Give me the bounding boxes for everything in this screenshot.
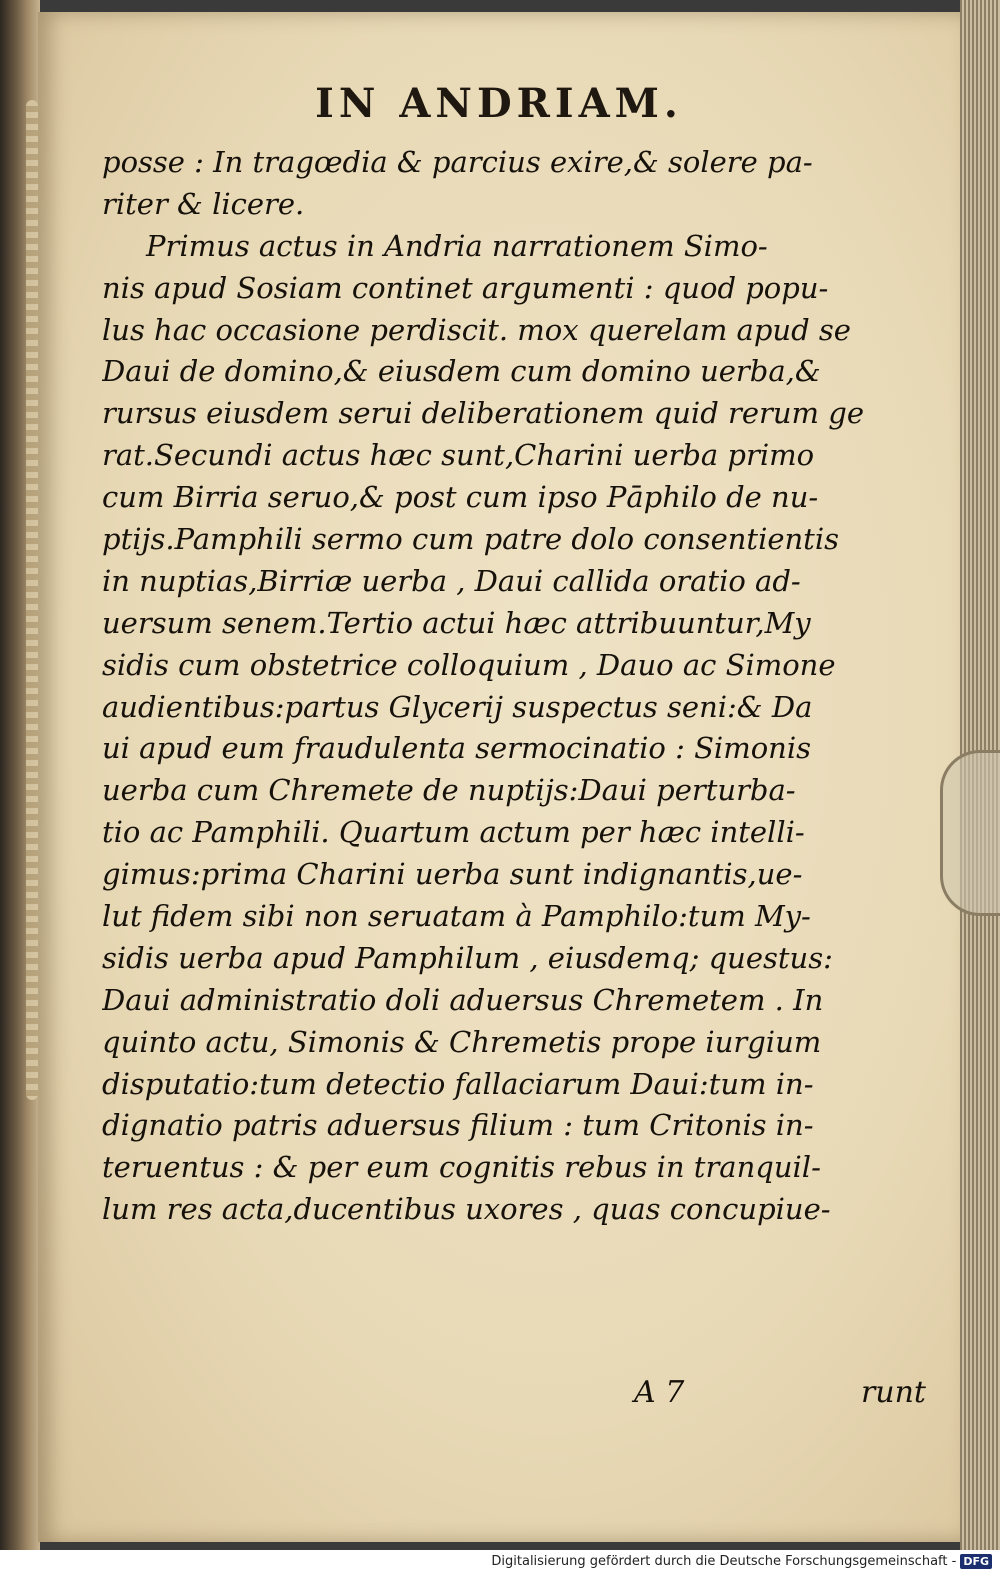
text-line: lum res acta,ducentibus uxores , quas concupiue- bbox=[102, 1192, 831, 1227]
text-line: lus hac occasione perdiscit. mox querelam apud se bbox=[102, 312, 851, 347]
text-line: uersum senem.Tertio actui hæc attribuuntur,My bbox=[102, 605, 811, 640]
text-line: rursus eiusdem serui deliberationem quid rerum ge bbox=[102, 396, 864, 431]
book-page bbox=[38, 12, 960, 1542]
text-line: Primus actus in Andria narrationem Simo- bbox=[146, 228, 768, 263]
text-line: uerba cum Chremete de nuptijs:Daui perturba- bbox=[102, 773, 796, 808]
running-title: IN ANDRIAM. bbox=[315, 80, 683, 127]
text-line: sidis uerba apud Pamphilum , eiusdemq; questus: bbox=[102, 940, 833, 975]
text-line: riter & licere. bbox=[102, 186, 305, 221]
text-line: teruentus : & per eum cognitis rebus in tranquil- bbox=[102, 1150, 821, 1185]
text-line: in nuptias,Birriæ uerba , Daui callida oratio ad- bbox=[102, 563, 801, 598]
text-line: ui apud eum fraudulenta sermocinatio : Simonis bbox=[102, 731, 811, 766]
funding-note: Digitalisierung gefördert durch die Deutsche Forschungsgemeinschaft - bbox=[491, 1554, 957, 1569]
book-clasp bbox=[940, 750, 1000, 916]
text-line: disputatio:tum detectio fallaciarum Daui:tum in- bbox=[102, 1066, 814, 1101]
text-line: posse : In tragœdia & parcius exire,& solere pa- bbox=[102, 145, 813, 179]
digitization-footer bbox=[0, 1550, 1000, 1574]
page-foot bbox=[38, 1375, 960, 1415]
text-line: rat.Secundi actus hæc sunt,Charini uerba primo bbox=[102, 438, 815, 473]
text-line: cum Birria seruo,& post cum ipso Pāphilo de nu- bbox=[102, 480, 819, 515]
text-line: quinto actu, Simonis & Chremetis prope iurgium bbox=[102, 1024, 822, 1059]
body-text bbox=[102, 142, 932, 1231]
text-line: nis apud Sosiam continet argumenti : quod popu- bbox=[102, 270, 829, 305]
text-line: ptijs.Pamphili sermo cum patre dolo consentientis bbox=[102, 522, 839, 557]
text-line: lut fidem sibi non seruatam à Pamphilo:tum My- bbox=[102, 899, 811, 934]
text-line: Daui de domino,& eiusdem cum domino uerba,& bbox=[102, 354, 821, 389]
text-line: audientibus:partus Glycerij suspectus seni:& Da bbox=[102, 689, 813, 724]
binding-thread bbox=[26, 100, 38, 1100]
dfg-logo-icon: DFG bbox=[960, 1554, 992, 1569]
text-line: dignatio patris aduersus filium : tum Critonis in- bbox=[102, 1108, 814, 1143]
signature-mark: A 7 bbox=[634, 1375, 685, 1410]
text-line: tio ac Pamphili. Quartum actum per hæc intelli- bbox=[102, 815, 805, 850]
text-line: sidis cum obstetrice colloquium , Dauo ac Simone bbox=[102, 647, 836, 682]
text-line: Daui administratio doli aduersus Chremetem . In bbox=[102, 982, 824, 1017]
text-line: gimus:prima Charini uerba sunt indignantis,ue- bbox=[102, 857, 803, 892]
catchword: runt bbox=[860, 1375, 926, 1410]
